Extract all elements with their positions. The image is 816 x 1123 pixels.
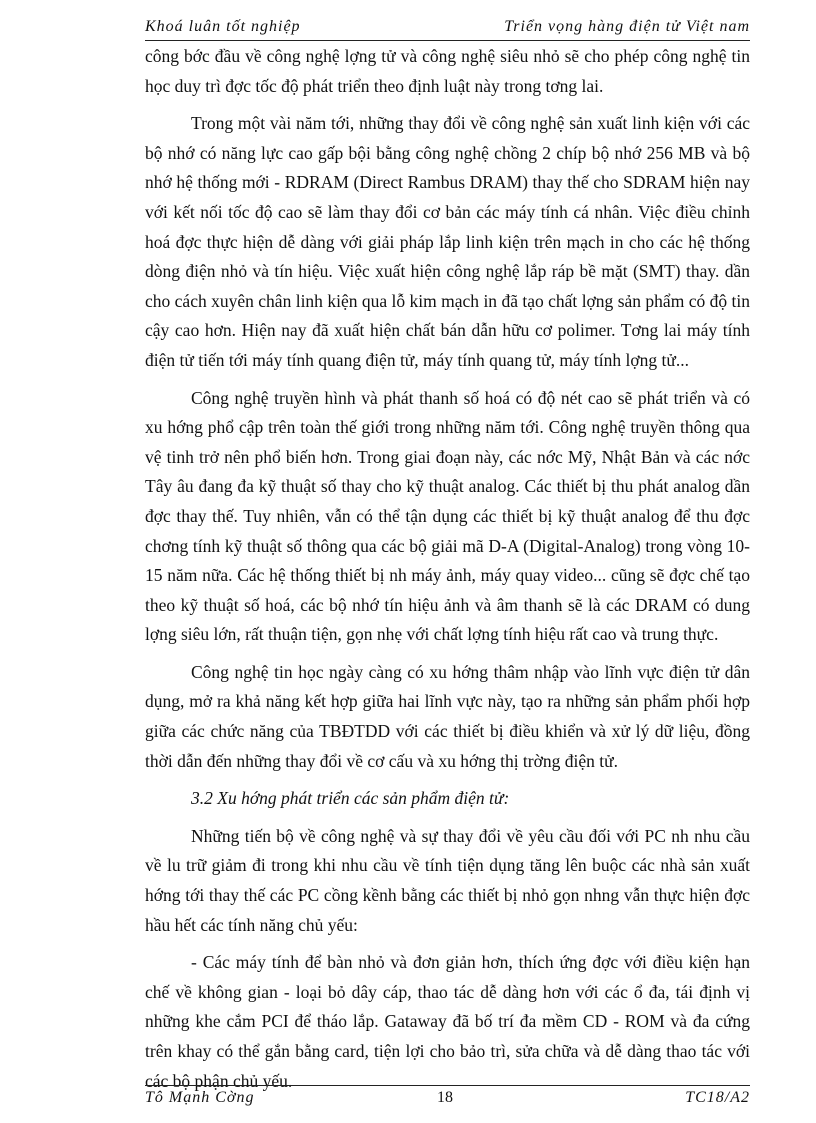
paragraph: công bớc đầu về công nghệ lợng tử và công nghệ siêu nhỏ sẽ cho phép công nghệ tin học duy trì đợc tốc độ phát triển theo định luật này trong tơng lai. — [145, 46, 750, 96]
footer-author: Tô Mạnh Cờng — [145, 1089, 255, 1106]
header-rule — [145, 40, 750, 41]
header-left-title: Khoá luân tốt nghiệp — [145, 18, 301, 35]
paragraph: - Các máy tính để bàn nhỏ và đơn giản hơn, thích ứng đợc với điều kiện hạn chế về không gian - loại bỏ dây cáp, thao tác dễ dàng hơn với các ổ đa, tái định vị những khe cắm PCI để tháo lắp. Gataway đã bố trí đa mềm CD - ROM và đa cứng trên khay có thể gắn bằng card, tiện lợi cho bảo trì, sửa chữa và dễ dàng thao tác với các bộ phận chủ yếu. — [145, 952, 750, 1091]
section-heading: 3.2 Xu hớng phát triển các sản phẩm điện tử: — [191, 788, 510, 809]
header-right-title: Triển vọng hàng điện tử Việt nam — [504, 18, 750, 35]
page-header — [145, 18, 750, 40]
footer-rule — [145, 1085, 750, 1086]
page-footer — [145, 1089, 750, 1111]
paragraph: Công nghệ truyền hình và phát thanh số hoá có độ nét cao sẽ phát triển và có xu hớng phổ cập trên toàn thế giới trong những năm tới. Công nghệ truyền thông qua vệ tinh trở nên phổ biến hơn. Trong giai đoạn này, các nớc Mỹ, Nhật Bản và các nớc Tây âu đang đa kỹ thuật số thay cho kỹ thuật analog. Các thiết bị thu phát analog dần đợc thay thế. Tuy nhiên, vẫn có thể tận dụng các thiết bị kỹ thuật analog để thu đợc chơng tính kỹ thuật số thông qua các bộ giải mã D-A (Digital-Analog) trong vòng 10-15 năm nữa. Các hệ thống thiết bị nh máy ảnh, máy quay video... cũng sẽ đợc chế tạo theo kỹ thuật số hoá, các bộ nhớ tín hiệu ảnh và âm thanh sẽ là các DRAM có dung lợng siêu lớn, rất thuận tiện, gọn nhẹ với chất lợng tính hiệu rất cao và trung thực. — [145, 387, 750, 645]
document-body — [145, 42, 750, 1096]
paragraph: Công nghệ tin học ngày càng có xu hớng thâm nhập vào lĩnh vực điện tử dân dụng, mở ra khả năng kết hợp giữa hai lĩnh vực này, tạo ra những sản phẩm phối hợp giữa các chức năng của TBĐTDD với các thiết bị điều khiển và xử lý dữ liệu, đồng thời dẫn đến những thay đổi về cơ cấu và xu hớng thị trờng điện tử. — [145, 661, 750, 771]
page-number: 18 — [437, 1089, 453, 1106]
paragraph: Trong một vài năm tới, những thay đổi về công nghệ sản xuất linh kiện với các bộ nhớ có năng lực cao gấp bội bằng công nghệ chồng 2 chíp bộ nhớ 256 MB và bộ nhớ hệ thống mới - RDRAM (Direct Rambus DRAM) thay thế cho SDRAM hiện nay với kết nối tốc độ cao sẽ làm thay đổi cơ bản các máy tính cá nhân. Việc điều chỉnh hoá đợc thực hiện dễ dàng với giải pháp lắp linh kiện trên mạch in cho các hệ thống dòng điện nhỏ và tín hiệu. Việc xuất hiện công nghệ lắp ráp bề mặt (SMT) thay. dần cho cách xuyên chân linh kiện qua lỗ kim mạch in đã tạo chất lợng sản phẩm có độ tin cậy cao hơn. Hiện nay đã xuất hiện chất bán dẫn hữu cơ polimer. Tơng lai máy tính điện tử tiến tới máy tính quang điện tử, máy tính quang tử, máy tính lợng tử... — [145, 113, 750, 370]
footer-class-code: TC18/A2 — [685, 1089, 750, 1106]
paragraph: Những tiến bộ về công nghệ và sự thay đổi về yêu cầu đối với PC nh nhu cầu về lu trữ giảm đi trong khi nhu cầu về tính tiện dụng tăng lên buộc các nhà sản xuất hớng tới thay thế các PC cồng kềnh bằng các thiết bị nhỏ gọn nhng vẫn thực hiện đợc hầu hết các tính năng chủ yếu: — [145, 825, 750, 935]
